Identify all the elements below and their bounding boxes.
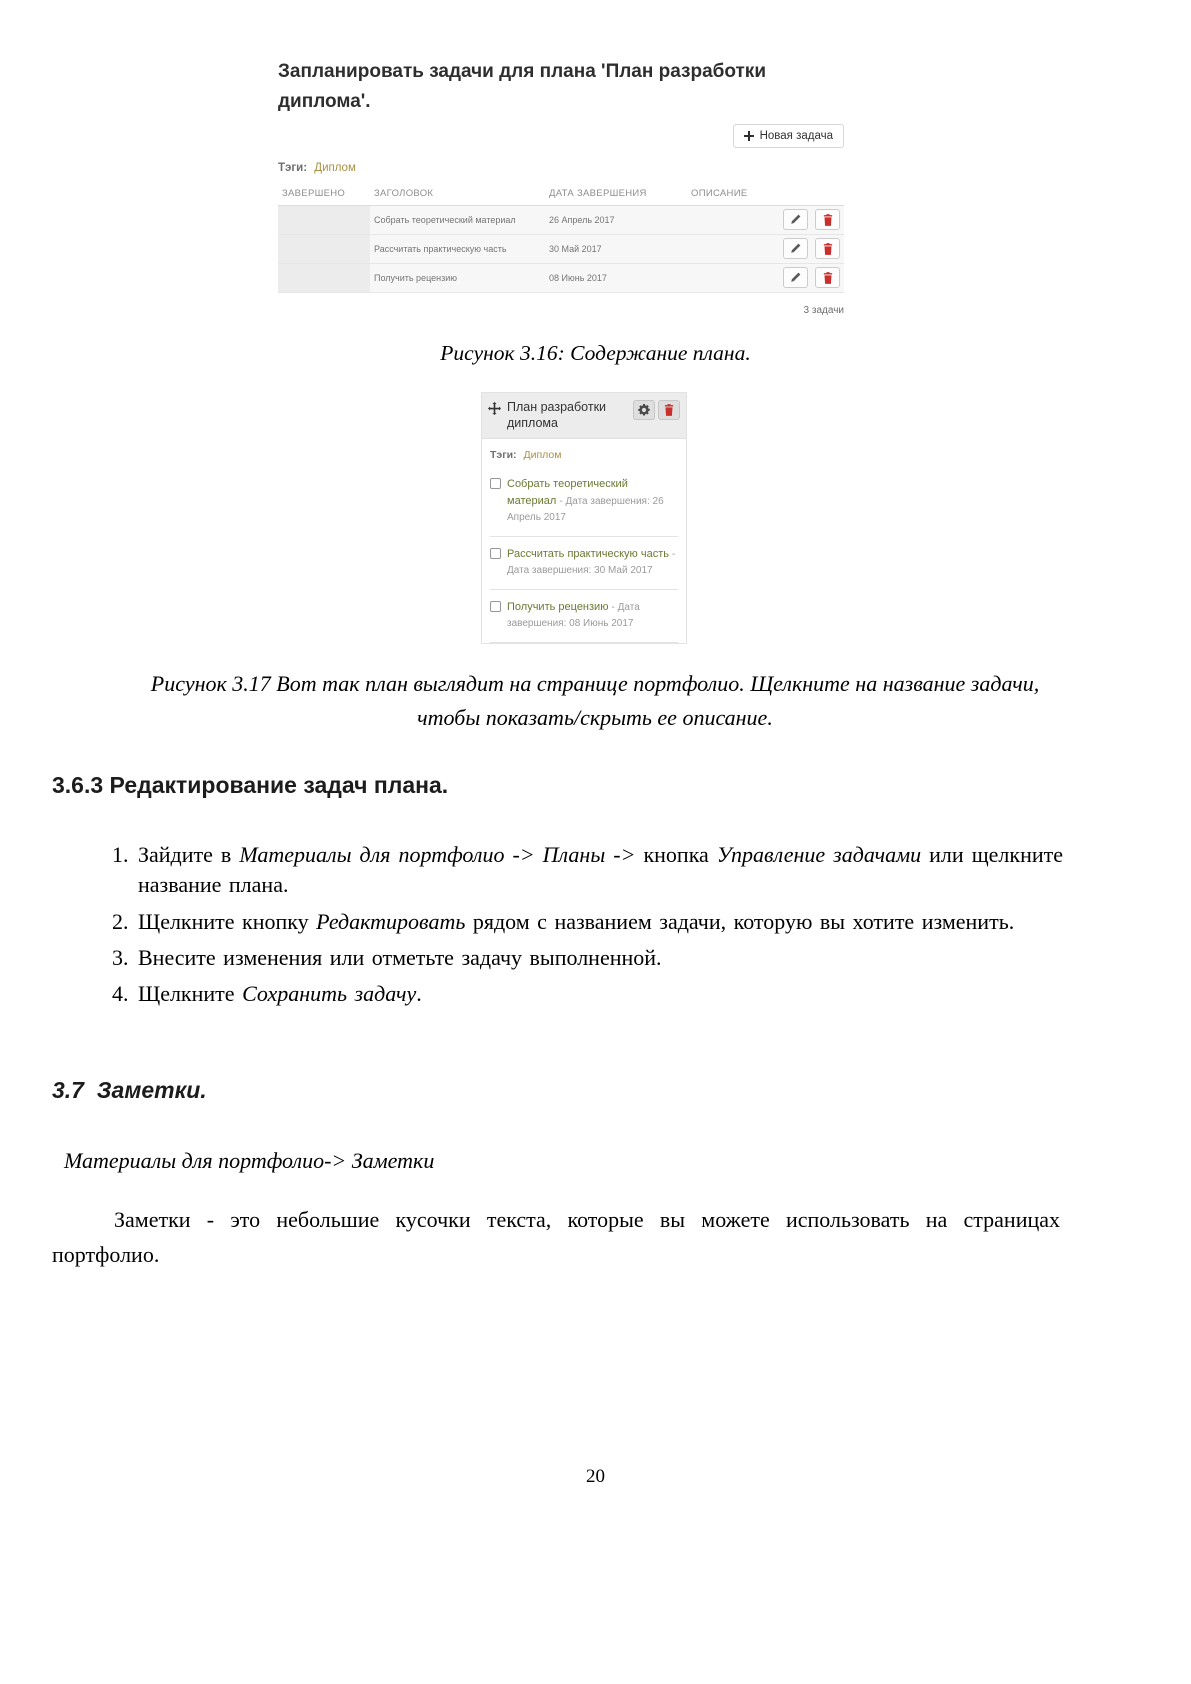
list-item — [136, 943, 1063, 973]
configure-block-button[interactable] — [633, 400, 655, 420]
plan-task-item — [490, 467, 678, 537]
table-row — [278, 263, 844, 292]
cell-description — [687, 205, 775, 234]
cell-actions — [775, 234, 844, 263]
trash-icon — [823, 214, 833, 226]
edit-task-button[interactable] — [783, 238, 808, 259]
toolbar — [278, 124, 844, 148]
trash-icon — [823, 272, 833, 284]
cell-title: Рассчитать практическую часть — [370, 234, 545, 263]
figure-3-16-caption: Рисунок 3.16: Содержание плана. — [440, 341, 751, 365]
page-number: 20 — [586, 1466, 605, 1487]
section-3-7-heading: 3.7 Заметки. — [52, 1077, 207, 1103]
text-segment: Внесите изменения или отметьте задачу выполненной. — [138, 945, 662, 971]
task-checkbox[interactable] — [490, 478, 501, 489]
trash-icon — [823, 243, 833, 255]
cell-completed — [278, 263, 370, 292]
new-task-label: Новая задача — [759, 129, 833, 142]
task-title-link[interactable]: Рассчитать практическую часть — [507, 547, 669, 560]
task-text — [507, 476, 678, 526]
cell-due-date: 30 Май 2017 — [545, 234, 687, 263]
pencil-icon — [790, 272, 801, 283]
block-body — [482, 439, 686, 643]
text-segment: Щелкните кнопку — [138, 908, 317, 934]
plus-icon — [744, 131, 754, 141]
edit-task-button[interactable] — [783, 267, 808, 288]
col-description: ОПИСАНИЕ — [687, 180, 775, 206]
figure-3-16-screenshot — [278, 57, 844, 316]
cell-completed — [278, 205, 370, 234]
tag-link-diplom[interactable]: Диплом — [523, 449, 562, 462]
cell-completed — [278, 234, 370, 263]
task-checkbox[interactable] — [490, 601, 501, 612]
col-title: ЗАГОЛОВОК — [370, 180, 545, 206]
edit-task-steps-list — [101, 840, 1063, 1016]
task-count: 3 задачи — [803, 304, 844, 316]
section-3-6-3-heading: 3.6.3 Редактирование задач плана. — [52, 772, 449, 798]
cell-description — [687, 234, 775, 263]
tasks-table — [278, 180, 844, 293]
text-segment: Сохранить задачу — [242, 981, 417, 1007]
task-title-link[interactable]: Собрать теоретический материал — [507, 478, 628, 507]
delete-task-button[interactable] — [815, 267, 840, 288]
tags-row — [490, 449, 678, 461]
plan-tasks-heading: Запланировать задачи для плана 'План разработки диплома'. — [278, 61, 766, 113]
tags-row — [278, 162, 844, 174]
cell-description — [687, 263, 775, 292]
text-segment: или щелкните название плана. — [138, 842, 1064, 898]
task-text — [507, 546, 678, 579]
list-item — [136, 979, 1063, 1009]
pencil-icon — [790, 243, 801, 254]
block-title: План разработки диплома — [507, 400, 607, 430]
text-segment: рядом с названием задачи, которую вы хотите изменить. — [465, 908, 1015, 934]
task-text — [507, 599, 678, 632]
gear-icon — [638, 404, 650, 416]
list-item — [136, 907, 1063, 937]
edit-task-button[interactable] — [783, 209, 808, 230]
table-row — [278, 234, 844, 263]
table-row — [278, 205, 844, 234]
delete-task-button[interactable] — [815, 238, 840, 259]
notes-paragraph: Заметки - это небольшие кусочки текста, которые вы можете использовать на страницах портфолио. — [52, 1207, 1060, 1268]
figure-3-17-caption: Рисунок 3.17 Вот так план выглядит на странице портфолио. Щелкните на название задачи, чтобы показать/скрыть ее описание. — [150, 671, 1040, 731]
col-completed: ЗАВЕРШЕНО — [278, 180, 370, 206]
figure-3-17-plan-block — [481, 392, 687, 644]
plan-task-item — [490, 590, 678, 643]
cell-due-date: 26 Апрель 2017 — [545, 205, 687, 234]
text-segment: Материалы для портфолио -> Планы -> — [239, 842, 644, 867]
cell-actions — [775, 263, 844, 292]
move-icon[interactable] — [488, 402, 501, 415]
tag-link-diplom[interactable]: Диплом — [314, 161, 356, 174]
plan-task-item — [490, 537, 678, 590]
pencil-icon — [790, 214, 801, 225]
text-segment: Управление задачами — [716, 842, 922, 867]
task-title-link[interactable]: Получить рецензию — [507, 600, 609, 613]
cell-due-date: 08 Июнь 2017 — [545, 263, 687, 292]
col-due-date: ДАТА ЗАВЕРШЕНИЯ — [545, 180, 687, 206]
tags-label: Тэги: — [278, 161, 308, 174]
text-segment: кнопка — [643, 842, 717, 867]
block-actions — [633, 400, 680, 420]
text-segment: Зайдите в — [138, 842, 240, 867]
task-due-meta: - Дата завершения: 08 Июнь 2017 — [507, 601, 640, 630]
text-segment: Щелкните — [138, 981, 243, 1007]
delete-block-button[interactable] — [658, 400, 680, 420]
tags-label: Тэги: — [490, 449, 517, 462]
list-item — [136, 840, 1063, 901]
cell-title: Собрать теоретический материал — [370, 205, 545, 234]
task-due-meta: - Дата завершения: 30 Май 2017 — [507, 548, 676, 577]
col-actions — [775, 180, 844, 206]
text-segment: Редактировать — [316, 908, 466, 934]
cell-title: Получить рецензию — [370, 263, 545, 292]
new-task-button[interactable] — [733, 124, 844, 148]
trash-icon — [664, 404, 674, 416]
text-segment: . — [416, 981, 422, 1007]
cell-actions — [775, 205, 844, 234]
block-header — [482, 393, 686, 439]
delete-task-button[interactable] — [815, 209, 840, 230]
menu-path-text: Материалы для портфолио-> Заметки — [64, 1148, 435, 1173]
task-due-meta: - Дата завершения: 26 Апрель 2017 — [507, 495, 664, 524]
task-checkbox[interactable] — [490, 548, 501, 559]
table-header-row — [278, 180, 844, 206]
